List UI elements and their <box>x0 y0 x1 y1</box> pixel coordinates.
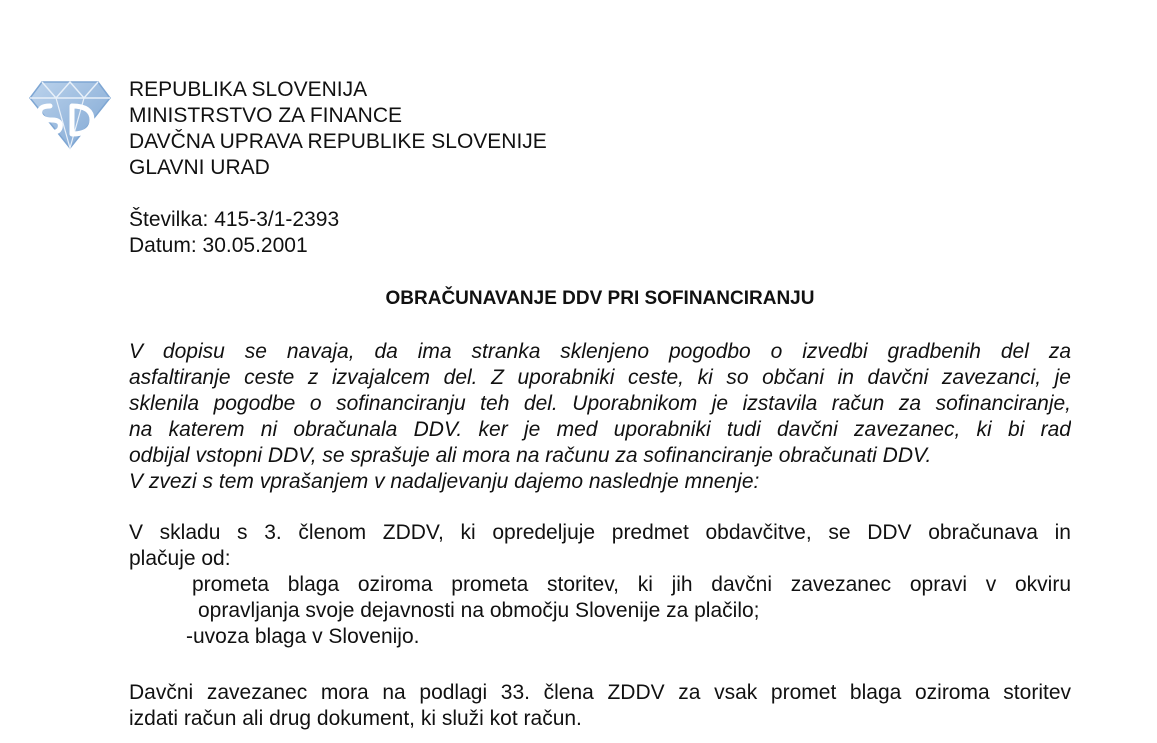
intro-line: V zvezi s tem vprašanjem v nadaljevanju dajemo naslednje mnenje: <box>129 470 760 493</box>
document-date: Datum: 30.05.2001 <box>129 234 308 257</box>
issuer-header <box>129 77 547 181</box>
list-item: -uvoza blaga v Slovenijo. <box>186 625 420 648</box>
paragraph-line: plačuje od: <box>129 547 231 570</box>
header-line-ministry: MINISTRSTVO ZA FINANCE <box>129 104 403 127</box>
document-number: Številka: 415-3/1-2393 <box>129 208 340 231</box>
tax-administration-logo-icon <box>28 76 112 150</box>
invoice-paragraph <box>129 680 1071 732</box>
header-line-main-office: GLAVNI URAD <box>129 156 270 179</box>
intro-line: asfaltiranje ceste z izvajalcem del. Z uporabniki ceste, ki so občani in davčni zavezanci, je <box>129 366 1071 389</box>
document-meta <box>129 207 339 259</box>
legal-basis-paragraph <box>129 520 1071 572</box>
paragraph-line: V skladu s 3. členom ZDDV, ki opredeljuje predmet obdavčitve, se DDV obračunava in <box>129 521 1071 544</box>
list-item: prometa blaga oziroma prometa storitev, ki jih davčni zavezanec opravi v okviru <box>192 573 1071 596</box>
document-title: OBRAČUNAVANJE DDV PRI SOFINANCIRANJU <box>385 288 815 309</box>
list-item-continuation: opravljanja svoje dejavnosti na območju Slovenije za plačilo; <box>198 599 760 622</box>
intro-line: odbijal vstopni DDV, se sprašuje ali mora na računu za sofinanciranje obračunati DDV. <box>129 444 932 467</box>
intro-line: sklenila pogodbe o sofinanciranju teh del. Uporabnikom je izstavila račun za sofinanciranje, <box>129 392 1071 415</box>
taxable-items-list <box>129 572 1071 650</box>
paragraph-line: izdati račun ali drug dokument, ki služi kot račun. <box>129 707 582 730</box>
intro-line: na katerem ni obračunala DDV. ker je med uporabniki tudi davčni zavezanec, ki bi rad <box>129 418 1071 441</box>
paragraph-line: Davčni zavezanec mora na podlagi 33. člena ZDDV za vsak promet blaga oziroma storitev <box>129 681 1071 704</box>
header-line-tax-administration: DAVČNA UPRAVA REPUBLIKE SLOVENIJE <box>129 130 547 153</box>
intro-paragraph <box>129 339 1071 495</box>
intro-line: V dopisu se navaja, da ima stranka sklenjeno pogodbo o izvedbi gradbenih del za <box>129 340 1071 363</box>
header-line-republic: REPUBLIKA SLOVENIJA <box>129 78 368 101</box>
